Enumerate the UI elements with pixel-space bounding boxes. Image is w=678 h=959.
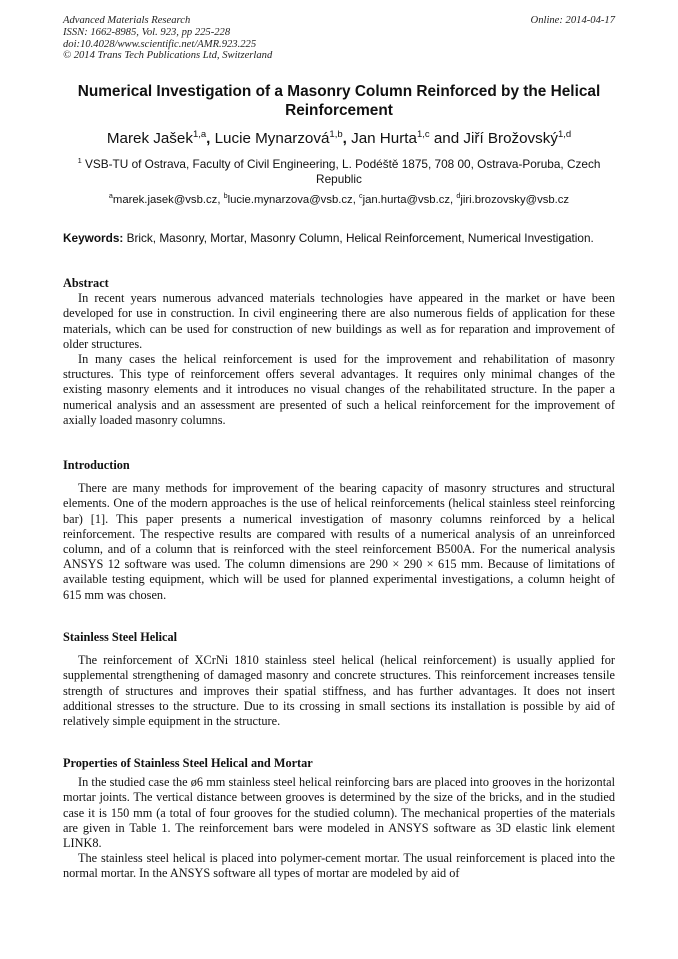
- affiliation: [63, 157, 615, 186]
- paper-title: Numerical Investigation of a Masonry Column Reinforced by the Helical Reinforcement: [77, 83, 601, 119]
- email-address[interactable]: jiri.brozovsky@vsb.cz: [460, 194, 570, 206]
- email-mark: a: [108, 191, 113, 201]
- author-name: Marek Jašek: [106, 130, 193, 147]
- email-address[interactable]: lucie.mynarzova@vsb.cz: [227, 194, 353, 206]
- keywords-text: Brick, Masonry, Mortar, Masonry Column, Helical Reinforcement, Numerical Investigation.: [123, 231, 594, 245]
- email-mark: d: [456, 191, 461, 201]
- properties-heading: Properties of Stainless Steel Helical and Mortar: [63, 756, 313, 770]
- author-affil-mark: 1,b: [329, 128, 343, 140]
- properties-section: [63, 756, 615, 882]
- introduction-paragraph: There are many methods for improvement of the bearing capacity of masonry structures and structural elements. One of the modern approaches is the use of helical reinforcements (helical stainless steel reinforcing bar) [1]. This paper presents a numerical investigation of masonry columns reinforced by a helical reinforcement. The respective results are compared with results of a numerical analysis of an unreinforced column, and of a column that is reinforced with the steel reinforcement B500A. For the numerical analysis ANSYS 12 software was used. The column dimensions are 290 × 290 × 615 mm. Because of limitations of available testing equipment, which will be used for planned experimental investigations, a column height of 615 mm was chosen.: [63, 481, 615, 602]
- journal-issn: ISSN: 1662-8985, Vol. 923, pp 225-228: [63, 26, 231, 38]
- stainless-steel-heading: Stainless Steel Helical: [63, 630, 178, 644]
- author-affil-mark: 1,c: [416, 128, 430, 140]
- affiliation-mark: 1: [77, 156, 82, 166]
- keywords-label: Keywords:: [63, 231, 124, 245]
- abstract-section: [63, 276, 615, 428]
- author-list: [63, 129, 615, 148]
- properties-paragraph: In the studied case the ø6 mm stainless steel helical reinforcing bars are placed into grooves in the horizontal mortar joints. The vertical distance between grooves is determined by the size of the bricks, and in the studied case it is 150 mm (a total of four grooves for the studied column). The mechanical properties of the materials are given in Table 1. The reinforcement bars were modeled in ANSYS software as 3D elastic link element LINK8.: [63, 775, 615, 851]
- abstract-paragraph: In many cases the helical reinforcement is used for the improvement and rehabilitation of masonry structures. This type of reinforcement offers several advantages. It requires only minimal changes of the existing masonry elements and it introduces no visual changes of the rehabilitated structure. In the paper a numerical analysis and an assessment are presented of such a helical reinforcement for the improvement of axially loaded masonry columns.: [63, 352, 615, 427]
- author-separator: and: [429, 130, 464, 147]
- journal-copyright: © 2014 Trans Tech Publications Ltd, Switzerland: [63, 50, 273, 62]
- email-mark: b: [223, 191, 228, 201]
- author-separator: ,: [342, 130, 352, 147]
- author-affil-mark: 1,d: [557, 128, 572, 140]
- journal-doi[interactable]: doi:10.4028/www.scientific.net/AMR.923.225: [63, 38, 257, 50]
- stainless-steel-section: [63, 630, 615, 729]
- email-address[interactable]: marek.jasek@vsb.cz: [112, 194, 218, 206]
- journal-header: [63, 15, 272, 62]
- email-mark: c: [358, 191, 363, 201]
- author-name: Jiří Brožovský: [463, 130, 558, 147]
- properties-paragraph: The stainless steel helical is placed into polymer-cement mortar. The usual reinforcement is placed into the normal mortar. In the ANSYS software all types of mortar are modeled by aid of: [63, 851, 615, 881]
- abstract-paragraph: In recent years numerous advanced materials technologies have appeared in the market or have been developed for use in construction. In civil engineering there are also numerous fields of application for these materials, which can be used for construction of new buildings as well as for reparation and improvement of older structures.: [63, 291, 615, 351]
- stainless-steel-paragraph: The reinforcement of XCrNi 1810 stainless steel helical (helical reinforcement) is usually applied for supplemental strengthening of damaged masonry and concrete structures. This reinforcement increases tensile strength of structures and improves their spatial stiffness, and has further advantages. It does not insert additional stresses to the structure. Due to its crossing in small sections its installation is possible by aid of relatively simple equipment in the structure.: [63, 653, 615, 729]
- introduction-heading: Introduction: [63, 458, 130, 472]
- journal-name: Advanced Materials Research: [63, 15, 191, 26]
- email-list: $^a$marek.jasek@vsb.cz, $^b$lucie.mynarzova@vsb.cz, $^c$jan.hurta@vsb.cz, $^d$jiri.brozovsky@vsb.cz: [108, 191, 570, 206]
- author-affil-mark: 1,a: [192, 128, 207, 140]
- affiliation-text: VSB-TU of Ostrava, Faculty of Civil Engineering, L. Podéště 1875, 708 00, Ostrava-Poruba, Czech Republic: [81, 157, 601, 186]
- keywords: [63, 231, 615, 246]
- introduction-section: [63, 458, 615, 603]
- email-address[interactable]: jan.hurta@vsb.cz: [362, 194, 451, 206]
- author-name: Jan Hurta: [351, 130, 417, 147]
- author-separator: ,: [206, 130, 215, 147]
- abstract-heading: Abstract: [63, 276, 109, 290]
- online-date: Online: 2014-04-17: [530, 15, 615, 26]
- author-name: Lucie Mynarzová: [214, 130, 330, 147]
